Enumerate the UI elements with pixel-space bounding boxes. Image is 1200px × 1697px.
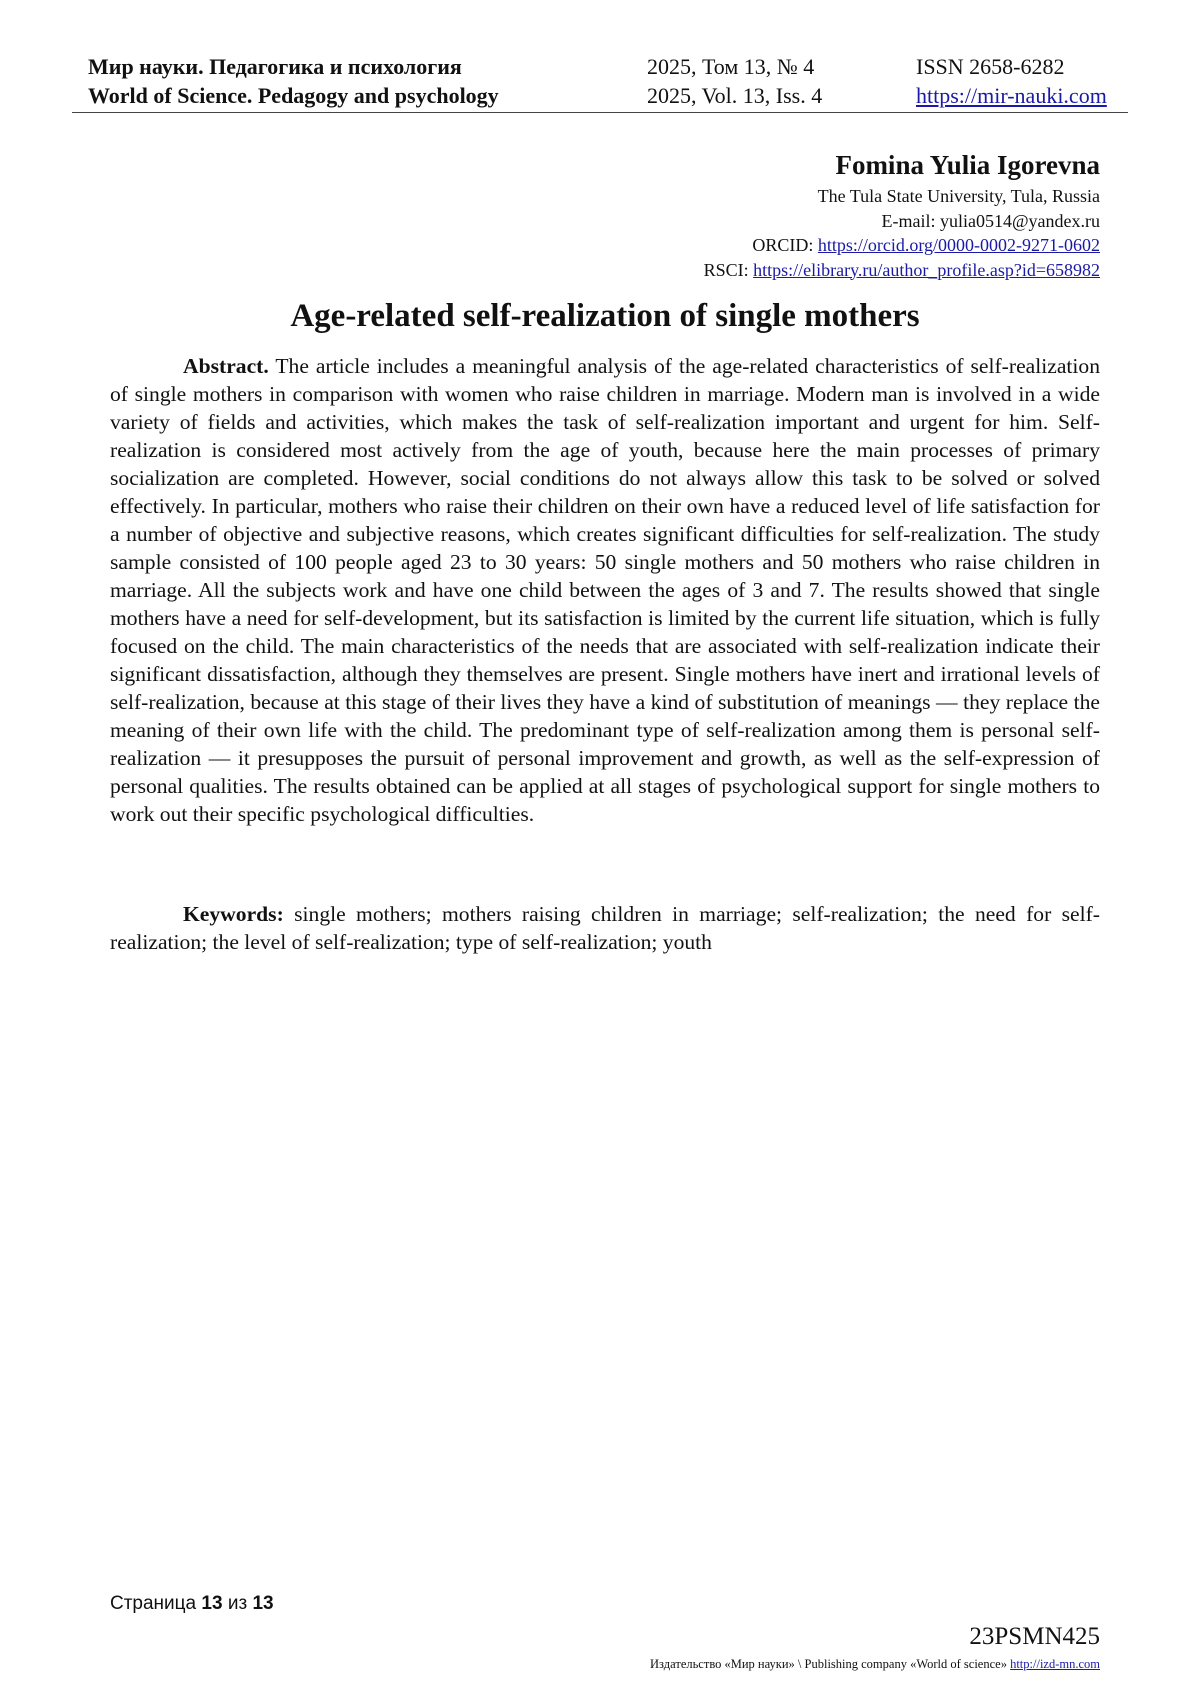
issue-info-en: 2025, Vol. 13, Iss. 4 bbox=[647, 83, 823, 108]
page-number bbox=[110, 1592, 274, 1616]
page-total: 13 bbox=[252, 1593, 274, 1614]
keywords-text: single mothers; mothers raising children in marriage; self-realization; the need for self-realization; the level of self-realization; type of self-realization; youth bbox=[110, 902, 1100, 954]
page-middle: из bbox=[222, 1593, 253, 1614]
author-affiliation: The Tula State University, Tula, Russia bbox=[817, 186, 1100, 206]
author-rsci bbox=[704, 258, 1100, 283]
orcid-label: ORCID: bbox=[752, 235, 818, 255]
author-orcid bbox=[704, 233, 1100, 258]
article-title: Age-related self-realization of single mothers bbox=[290, 298, 920, 334]
issue-info-ru: 2025, Том 13, № 4 bbox=[647, 54, 815, 79]
keywords-paragraph bbox=[110, 900, 1100, 956]
publisher-text: Издательство «Мир науки» \ Publishing company «World of science» bbox=[650, 1657, 1011, 1671]
article-code: 23PSMN425 bbox=[969, 1623, 1100, 1650]
rsci-link[interactable]: https://elibrary.ru/author_profile.asp?id=658982 bbox=[753, 259, 1100, 280]
journal-site-link[interactable]: https://mir-nauki.com bbox=[916, 83, 1107, 108]
journal-name-column bbox=[88, 52, 499, 110]
issn-column bbox=[916, 52, 1107, 110]
page-current: 13 bbox=[201, 1593, 223, 1614]
rsci-label: RSCI: bbox=[703, 259, 754, 280]
abstract-text: The article includes a meaningful analysis of the age-related characteristics of self-realization of single mothers in comparison with women who raise children in marriage. Modern man is involved in a wide variety of fields and activities, which makes the task of self-realization important and urgent for him. Self-realization is considered most actively from the age of youth, because here the main processes of primary socialization are completed. However, social conditions do not always allow this task to be solved or solved effectively. In particular, mothers who raise their children on their own have a reduced level of life satisfaction for a number of objective and subjective reasons, which creates significant difficulties for self-realization. The study sample consisted of 100 people aged 23 to 30 years: 50 single mothers and 50 mothers who raise children in marriage. All the subjects work and have one child between the ages of 3 and 7. The results showed that single mothers have a need for self-development, but its satisfaction is limited by the current life situation, which is fully focused on the child. The main characteristics of the needs that are associated with self-realization indicate their significant dissatisfaction, although they themselves are present. Single mothers have inert and irrational levels of self-realization, because at this stage of their lives they have a kind of substitution of meanings — they replace the meaning of their own life with the child. The predominant type of self-realization among them is personal self-realization — it presupposes the pursuit of personal improvement and growth, as well as the self-expression of personal qualities. The results obtained can be applied at all stages of psychological support for single mothers to work out their specific psychological difficulties. bbox=[110, 354, 1100, 826]
keywords-label: Keywords: bbox=[183, 902, 284, 926]
publisher-line bbox=[650, 1656, 1100, 1672]
author-name: Fomina Yulia Igorevna bbox=[835, 150, 1100, 180]
abstract-label: Abstract. bbox=[183, 354, 269, 378]
orcid-link[interactable]: https://orcid.org/0000-0002-9271-0602 bbox=[817, 235, 1100, 255]
abstract-paragraph bbox=[110, 352, 1100, 828]
issn: ISSN 2658-6282 bbox=[916, 54, 1065, 79]
page-prefix: Страница bbox=[110, 1593, 202, 1614]
journal-name-ru: Мир науки. Педагогика и психология bbox=[88, 54, 462, 79]
issue-column bbox=[647, 52, 822, 110]
journal-header bbox=[72, 52, 1128, 113]
publisher-link[interactable]: http://izd-mn.com bbox=[1010, 1657, 1100, 1671]
author-block bbox=[704, 148, 1100, 282]
journal-name-en: World of Science. Pedagogy and psychology bbox=[88, 83, 499, 108]
author-email: E-mail: yulia0514@yandex.ru bbox=[881, 210, 1100, 231]
